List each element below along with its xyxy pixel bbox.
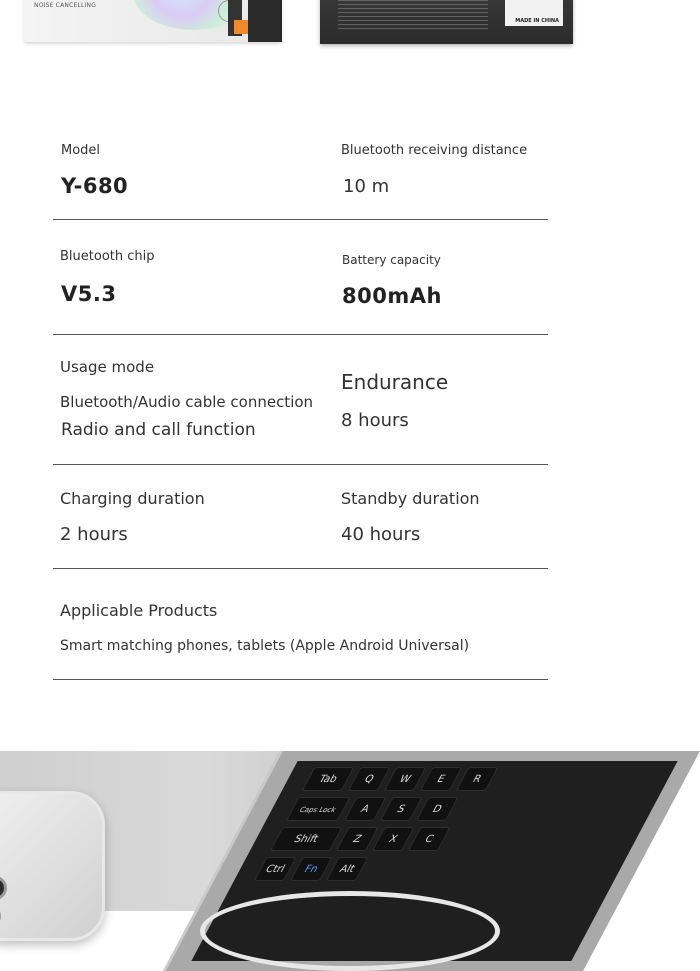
row-divider [53, 219, 548, 220]
keyboard-key: W [384, 767, 427, 791]
keyboard-key: Tab [302, 767, 355, 791]
model-value: Y-680 [61, 174, 129, 198]
products-value: Smart matching phones, tablets (Apple Android Universal) [60, 638, 470, 654]
keyboard-key: E [420, 767, 463, 791]
keyboard-key: D [416, 797, 459, 821]
endurance-value: 8 hours [341, 410, 409, 431]
charging-label: Charging duration [60, 489, 205, 508]
chip-value: V5.3 [61, 282, 117, 306]
battery-value: 800mAh [342, 284, 442, 308]
orange-badge [234, 20, 248, 34]
keyboard-key: S [380, 797, 423, 821]
keyboard-key: Shift [270, 827, 343, 851]
standby-label: Standby duration [341, 489, 480, 508]
product-box-back [320, 0, 573, 44]
noise-cancelling-text: NOISE CANCELLING [34, 2, 97, 9]
box-side-panel [248, 0, 282, 42]
usage-line-2: Radio and call function [61, 420, 256, 440]
row-divider [53, 464, 548, 465]
camera-lens-icon [0, 906, 1, 926]
charging-value: 2 hours [60, 524, 128, 545]
distance-value: 10 m [343, 176, 390, 197]
row-divider [53, 568, 548, 569]
product-box-front [24, 0, 282, 42]
keyboard-key: Ctrl [254, 857, 297, 881]
standby-value: 40 hours [341, 524, 421, 545]
phone-image [0, 791, 105, 941]
keyboard-key: Alt [326, 857, 369, 881]
keyboard-key: X [372, 827, 415, 851]
usage-line-1: Bluetooth/Audio cable connection [60, 393, 314, 411]
box-fine-print [338, 0, 488, 30]
row-divider [53, 334, 548, 335]
keyboard-key: Caps Lock [286, 797, 351, 821]
keyboard-key: Q [348, 767, 391, 791]
keyboard-key: R [456, 767, 499, 791]
endurance-label: Endurance [341, 370, 449, 394]
product-boxes-image [0, 0, 600, 60]
keyboard-key: A [344, 797, 387, 821]
camera-lens-icon [0, 876, 7, 900]
products-label: Applicable Products [60, 601, 218, 620]
usage-label: Usage mode [60, 358, 155, 376]
model-label: Model [61, 143, 101, 158]
battery-label: Battery capacity [342, 253, 441, 267]
keyboard-key: C [408, 827, 451, 851]
keyboard-key: Z [336, 827, 379, 851]
chip-label: Bluetooth chip [60, 249, 155, 264]
distance-label: Bluetooth receiving distance [341, 143, 528, 158]
keyboard-key: Fn [290, 857, 333, 881]
made-in-text: MADE IN CHINA [515, 18, 559, 24]
lifestyle-photo [0, 751, 600, 911]
cable-image [200, 891, 500, 971]
row-divider [53, 679, 548, 680]
